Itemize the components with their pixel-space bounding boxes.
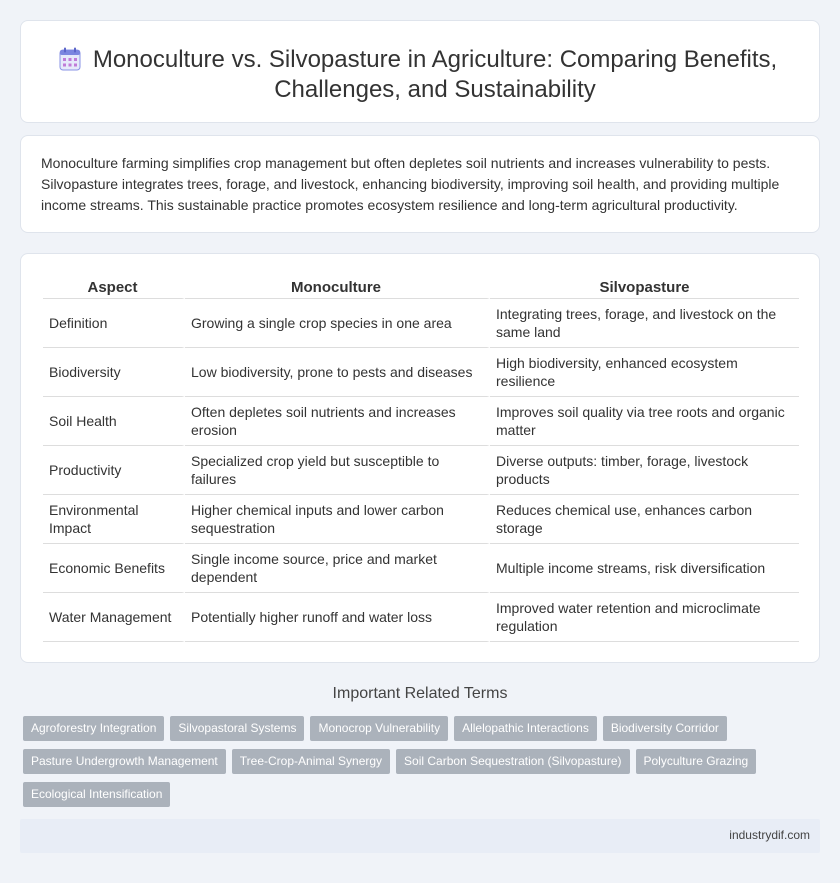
cell-silvopasture: High biodiversity, enhanced ecosystem resilience: [490, 348, 799, 397]
related-term-tag[interactable]: Allelopathic Interactions: [454, 716, 597, 741]
cell-monoculture: Specialized crop yield but susceptible to failures: [185, 446, 490, 495]
cell-monoculture: Potentially higher runoff and water loss: [185, 593, 490, 642]
cell-monoculture: Low biodiversity, prone to pests and diseases: [185, 348, 490, 397]
table-row: [43, 544, 799, 593]
related-term-tag[interactable]: Biodiversity Corridor: [603, 716, 727, 741]
cell-aspect: Biodiversity: [43, 348, 185, 397]
related-term-tag[interactable]: Silvopastoral Systems: [170, 716, 304, 741]
intro-card: [20, 135, 820, 233]
cell-aspect: Environmental Impact: [43, 495, 185, 544]
related-terms-heading: Important Related Terms: [332, 685, 508, 702]
cell-aspect: Water Management: [43, 593, 185, 642]
cell-monoculture: Higher chemical inputs and lower carbon sequestration: [185, 495, 490, 544]
intro-text: Monoculture farming simplifies crop management but often depletes soil nutrients and increases vulnerability to pests. Silvopasture integrates trees, forage, and livestock, enhancing biodiversity, improving soil health, and providing multiple income streams. This sustainable practice promotes ecosystem resilience and long-term agricultural productivity.: [41, 155, 780, 213]
cell-silvopasture: Diverse outputs: timber, forage, livestock products: [490, 446, 799, 495]
table-row: [43, 446, 799, 495]
cell-silvopasture: Reduces chemical use, enhances carbon storage: [490, 495, 799, 544]
header-silvopasture: Silvopasture: [490, 277, 799, 299]
footer: [20, 819, 820, 853]
related-term-tag[interactable]: Tree-Crop-Animal Synergy: [232, 749, 390, 774]
cell-silvopasture: Integrating trees, forage, and livestock on the same land: [490, 299, 799, 348]
footer-site[interactable]: industrydif.com: [729, 828, 810, 842]
table-row: [43, 593, 799, 642]
related-terms-list: [23, 716, 803, 807]
table-row: [43, 495, 799, 544]
table-header-row: [43, 277, 799, 299]
related-term-tag[interactable]: Pasture Undergrowth Management: [23, 749, 226, 774]
related-term-tag[interactable]: Ecological Intensification: [23, 782, 170, 807]
related-term-tag[interactable]: Soil Carbon Sequestration (Silvopasture): [396, 749, 629, 774]
title-card: [20, 20, 820, 123]
comparison-card: [20, 253, 820, 663]
related-term-tag[interactable]: Monocrop Vulnerability: [310, 716, 448, 741]
table-row: [43, 299, 799, 348]
table-row: [43, 397, 799, 446]
header-aspect: Aspect: [43, 277, 185, 299]
cell-monoculture: Growing a single crop species in one area: [185, 299, 490, 348]
cell-aspect: Productivity: [43, 446, 185, 495]
cell-aspect: Economic Benefits: [43, 544, 185, 593]
comparison-table: [43, 277, 799, 642]
related-term-tag[interactable]: Agroforestry Integration: [23, 716, 164, 741]
cell-monoculture: Single income source, price and market dependent: [185, 544, 490, 593]
cell-silvopasture: Improved water retention and microclimate regulation: [490, 593, 799, 642]
cell-monoculture: Often depletes soil nutrients and increases erosion: [185, 397, 490, 446]
cell-aspect: Soil Health: [43, 397, 185, 446]
table-row: [43, 348, 799, 397]
cell-aspect: Definition: [43, 299, 185, 348]
related-term-tag[interactable]: Polyculture Grazing: [636, 749, 757, 774]
cell-silvopasture: Improves soil quality via tree roots and organic matter: [490, 397, 799, 446]
page-title: Monoculture vs. Silvopasture in Agriculture: Comparing Benefits, Challenges, and Sustainability: [92, 46, 778, 103]
cell-silvopasture: Multiple income streams, risk diversification: [490, 544, 799, 593]
header-monoculture: Monoculture: [185, 277, 490, 299]
